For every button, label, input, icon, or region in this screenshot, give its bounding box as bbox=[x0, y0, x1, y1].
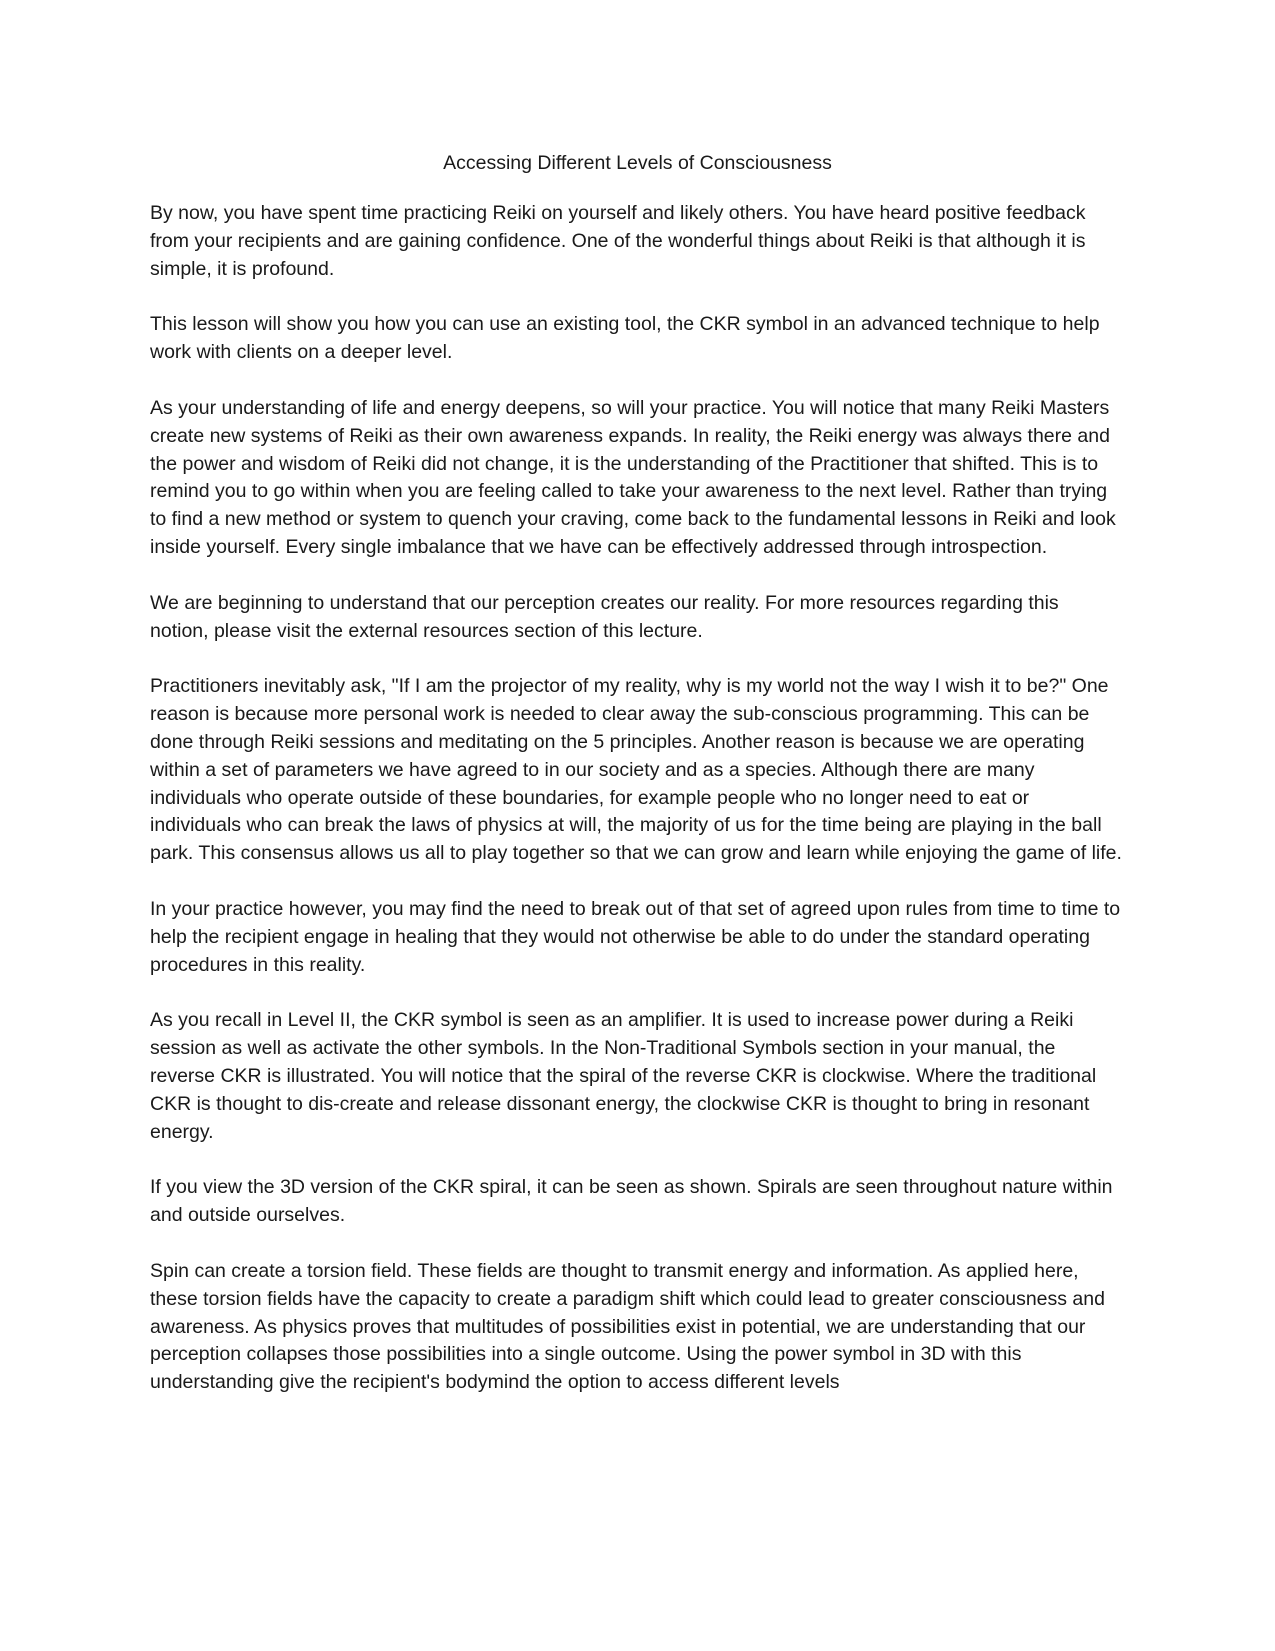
document-body bbox=[150, 200, 1122, 1425]
paragraph-practice: In your practice however, you may find the need to break out of that set of agreed upon rules from time to time to help the recipient engage in healing that they would not otherwise be able to do under the standard operating procedures in this reality. bbox=[150, 897, 1121, 976]
paragraph-torsion-field: Spin can create a torsion field. These fields are thought to transmit energy and information. As applied here, these torsion fields have the capacity to create a paradigm shift which could lead to greater consciousness and awareness. As physics proves that multitudes of possibilities exist in potential, we are understanding that our perception collapses those possibilities into a single outcome. Using the power symbol in 3D with this understanding give the recipient's bodymind the option to access different levels bbox=[150, 1259, 1105, 1394]
paragraph-lesson-overview: This lesson will show you how you can use an existing tool, the CKR symbol in an advanced technique to help work with clients on a deeper level. bbox=[150, 313, 1100, 364]
paragraph-ckr-symbol: As you recall in Level II, the CKR symbol is seen as an amplifier. It is used to increase power during a Reiki session as well as activate the other symbols. In the Non-Traditional Symbols section in your manual, the reverse CKR is illustrated. You will notice that the spiral of the reverse CKR is clockwise. Where the traditional CKR is thought to dis-create and release dissonant energy, the clockwise CKR is thought to bring in resonant energy. bbox=[150, 1009, 1097, 1143]
paragraph-projector: Practitioners inevitably ask, "If I am the projector of my reality, why is my world not the way I wish it to be?" One reason is because more personal work is needed to clear away the sub-conscious programming. This can be done through Reiki sessions and meditating on the 5 principles. Another reason is because we are operating within a set of parameters we have agreed to in our society and as a species. Although there are many individuals who operate outside of these boundaries, for example people who no longer need to eat or individuals who can break the laws of physics at will, the majority of us for the time being are playing in the ball park. This consensus allows us all to play together so that we can grow and learn while enjoying the game of life. bbox=[150, 675, 1122, 865]
paragraph-understanding: As your understanding of life and energy deepens, so will your practice. You will notice that many Reiki Masters create new systems of Reiki as their own awareness expands. In reality, the Reiki energy was always there and the power and wisdom of Reiki did not change, it is the understanding of the Practitioner that shifted. This is to remind you to go within when you are feeling called to take your awareness to the next level. Rather than trying to find a new method or system to quench your craving, come back to the fundamental lessons in Reiki and look inside yourself. Every single imbalance that we have can be effectively addressed through introspection. bbox=[150, 396, 1116, 558]
page-title: Accessing Different Levels of Consciousness bbox=[443, 152, 832, 174]
paragraph-3d-spiral: If you view the 3D version of the CKR spiral, it can be seen as shown. Spirals are seen throughout nature within and outside ourselves. bbox=[150, 1176, 1113, 1227]
paragraph-perception: We are beginning to understand that our perception creates our reality. For more resources regarding this notion, please visit the external resources section of this lecture. bbox=[150, 591, 1059, 642]
paragraph-intro: By now, you have spent time practicing Reiki on yourself and likely others. You have heard positive feedback from your recipients and are gaining confidence. One of the wonderful things about Reiki is that although it is simple, it is profound. bbox=[150, 202, 1086, 280]
